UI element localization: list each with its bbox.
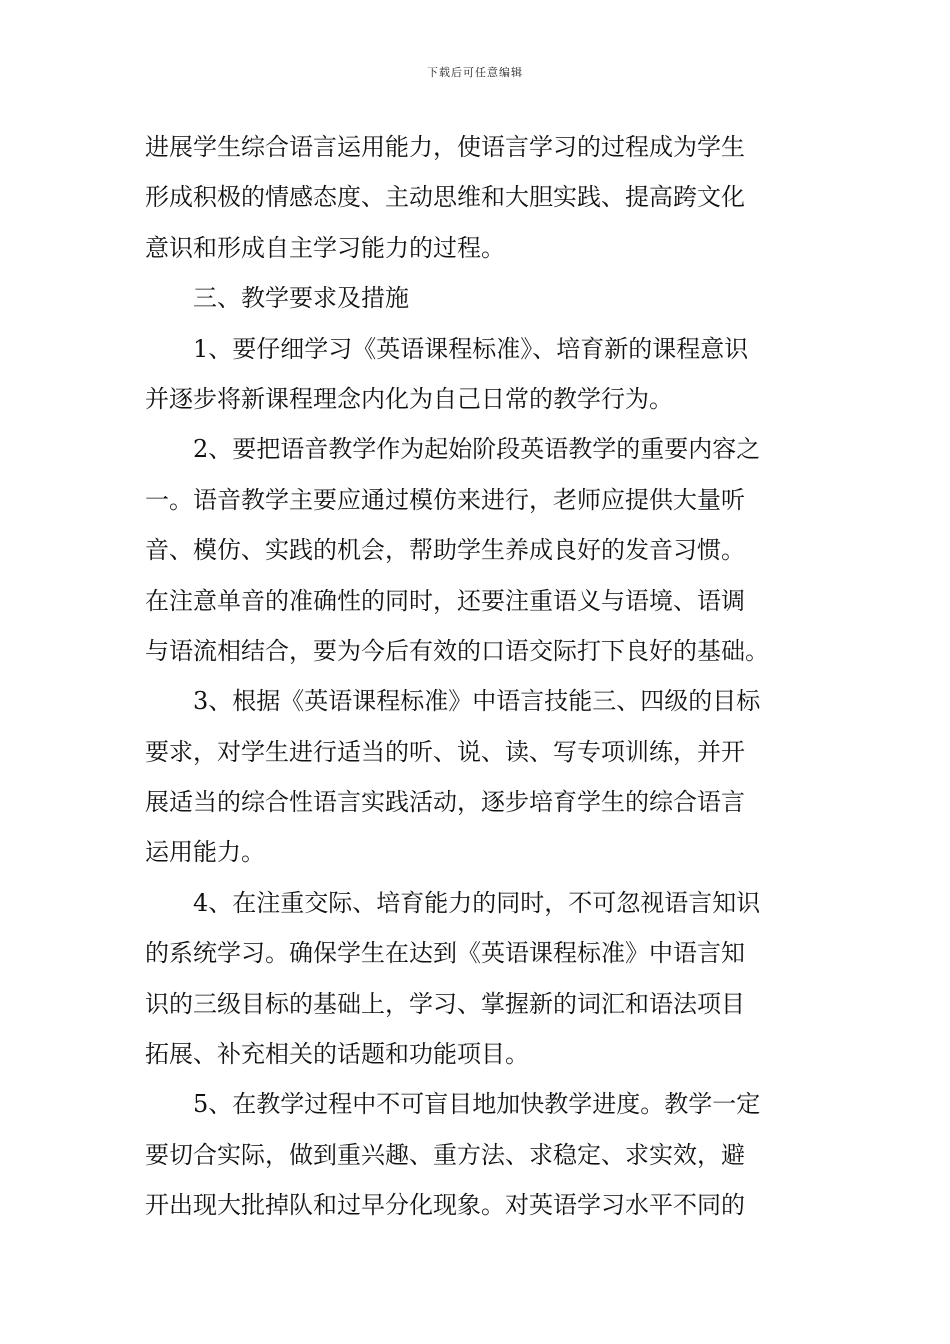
text-line: 识的三级目标的基础上，学习、掌握新的词汇和语法项目 [145,989,745,1018]
text-line: 运用能力。 [145,838,265,867]
text-line: 进展学生综合语言运用能力，使语言学习的过程成为学生 [145,133,745,161]
text-line: 的系统学习。确保学生在达到《英语课程标准》中语言知 [145,939,745,968]
text-line: 1、要仔细学习《英语课程标准》、培育新的课程意识 [193,334,749,363]
text-line: 一。语音教学主要应通过模仿来进行，老师应提供大量听 [145,485,745,514]
header-note: 下载后可任意编辑 [427,66,523,79]
text-line: 展适当的综合性语言实践活动，逐步培育学生的综合语言 [145,788,745,817]
text-line: 5、在教学过程中不可盲目地加快教学进度。教学一定 [193,1090,761,1119]
text-line: 4、在注重交际、培育能力的同时，不可忽视语言知识 [193,888,761,917]
text-line: 要求，对学生进行适当的听、说、读、写专项训练，并开 [145,737,745,766]
text-line: 意识和形成自主学习能力的过程。 [145,233,505,262]
text-line: 在注意单音的准确性的同时，还要注重语义与语境、语调 [145,586,745,615]
text-line: 拓展、补充相关的话题和功能项目。 [145,1040,529,1069]
text-line: 形成积极的情感态度、主动思维和大胆实践、提高跨文化 [145,183,745,212]
text-line: 并逐步将新课程理念内化为自己日常的教学行为。 [145,384,673,413]
text-line: 音、模仿、实践的机会，帮助学生养成良好的发音习惯。 [145,536,745,565]
text-line: 开出现大批掉队和过早分化现象。对英语学习水平不同的 [145,1191,745,1220]
text-line: 三、教学要求及措施 [193,284,409,313]
text-line: 2、要把语音教学作为起始阶段英语教学的重要内容之 [193,435,761,464]
document-body [145,122,810,1231]
text-line: 与语流相结合，要为今后有效的口语交际打下良好的基础。 [145,636,769,665]
text-line: 3、根据《英语课程标准》中语言技能三、四级的目标 [193,687,761,716]
text-line: 要切合实际，做到重兴趣、重方法、求稳定、求实效，避 [145,1140,745,1169]
